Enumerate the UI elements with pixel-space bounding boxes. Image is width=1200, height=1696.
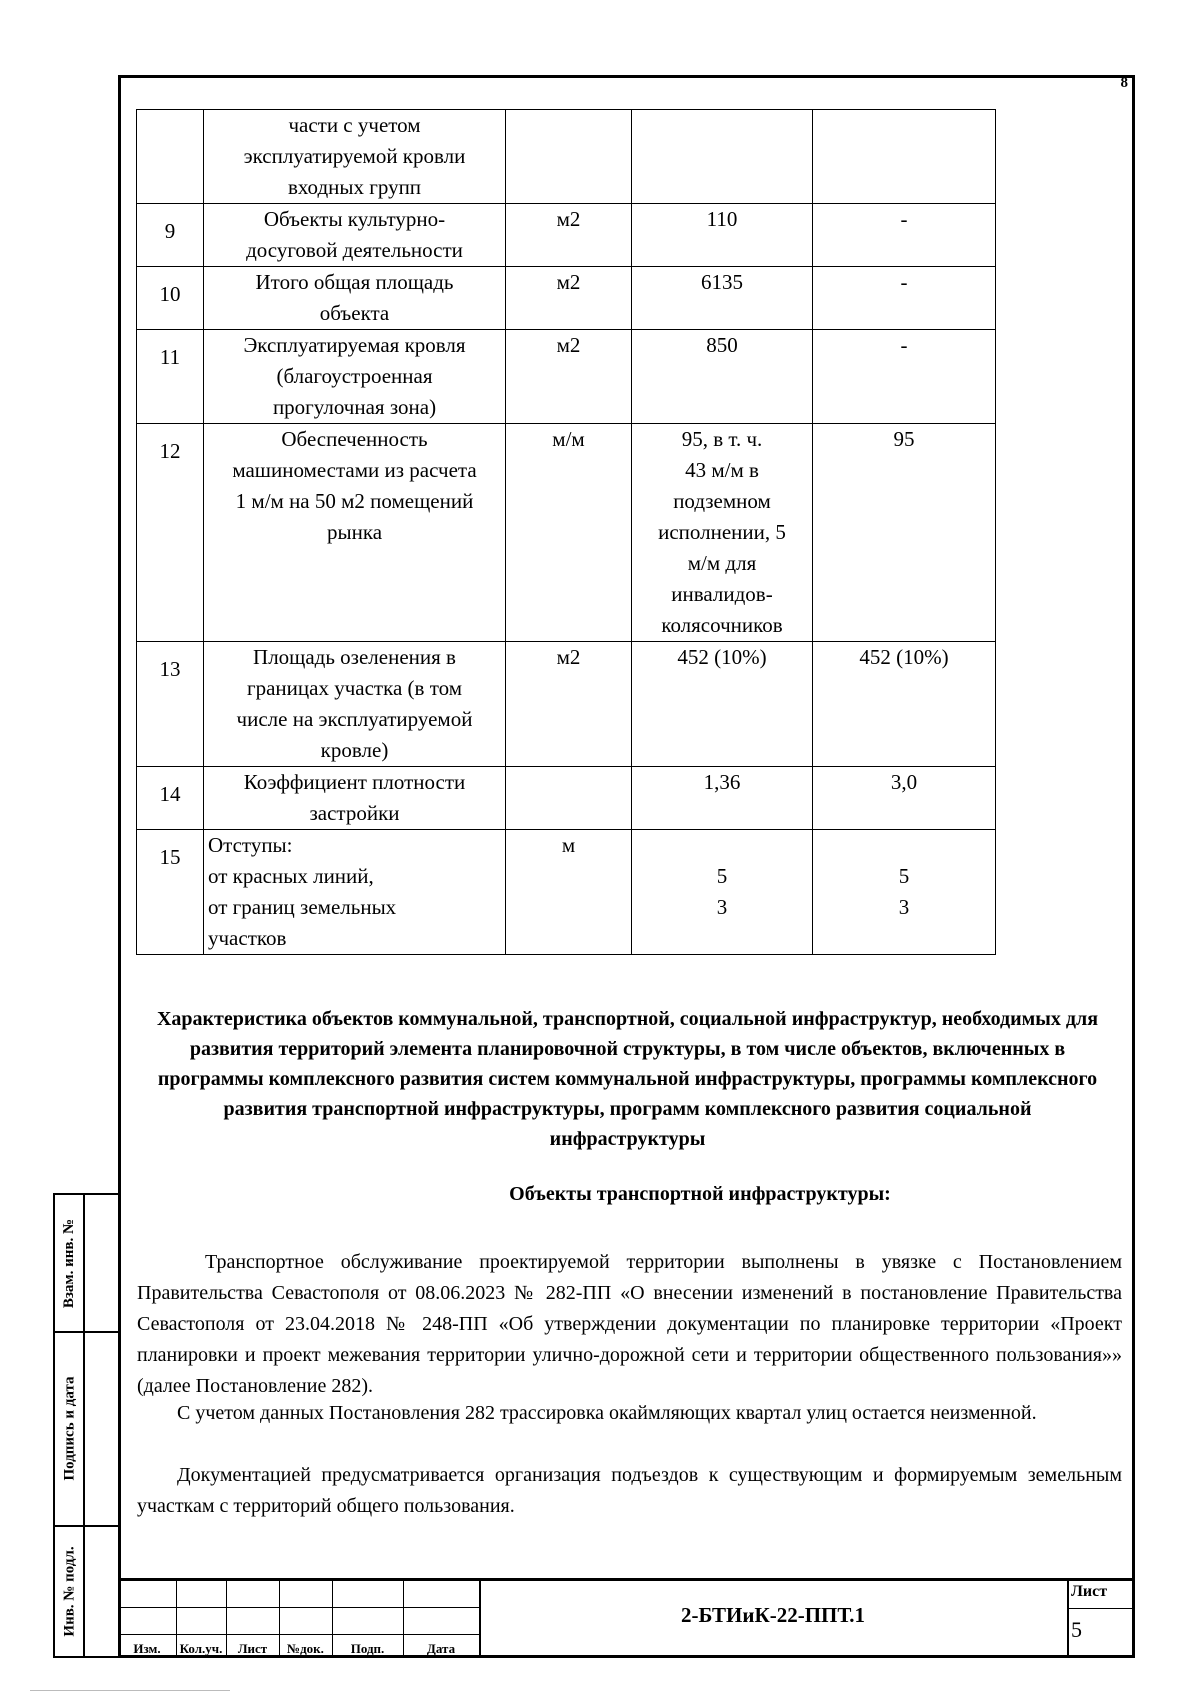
margin-stamp-strip	[53, 1193, 118, 1658]
norm-cell	[813, 204, 996, 267]
norm-cell-line: -	[900, 333, 908, 357]
norm-cell	[813, 267, 996, 330]
value-cell	[632, 642, 813, 767]
sub-heading: Объекты транспортной инфраструктуры:	[509, 1183, 891, 1205]
norm-cell-line: 3	[898, 895, 910, 919]
value-cell-line: 5	[716, 864, 728, 888]
indicator-name-line: рынка	[326, 520, 383, 544]
value-cell-line: 452 (10%)	[677, 645, 767, 669]
margin-label-signature-date: Подпись и дата	[61, 1375, 78, 1481]
indicator-name	[204, 330, 506, 424]
value-cell-line: 6135	[701, 270, 743, 294]
value-cell	[632, 110, 813, 204]
norm-cell	[813, 110, 996, 204]
paragraph: Транспортное обслуживание проектируемой территории выполнены в увязке с Постановлением Правительства Севастополя от 08.06.2023 № 282-ПП «О внесении изменений в постановление Правительства Севастополя от 23.04.2018 № 248-ПП «Об утверждении документации по планировке территории «Проект планировки и проект межевания территории улично-дорожной сети и территории общественного пользования»» (далее Постановление 282).	[137, 1251, 1122, 1397]
value-cell-line: 1,36	[703, 770, 741, 794]
indicator-name-line: от границ земельных	[208, 895, 397, 919]
table-row	[137, 642, 996, 767]
column-label-doc-no: №док.	[287, 1641, 324, 1656]
value-cell-line: 43 м/м в	[685, 458, 759, 482]
value-cell-line: 110	[706, 207, 738, 231]
indicator-name-line: части с учетом	[288, 113, 421, 137]
value-cell	[632, 767, 813, 830]
row-number: 11	[137, 330, 204, 424]
value-cell-line	[636, 830, 808, 861]
sheet-number: 5	[1071, 1617, 1082, 1642]
indicator-name-line: Обеспеченность	[281, 427, 428, 451]
column-label-change: Изм.	[133, 1641, 161, 1656]
value-cell-line: 95, в т. ч.	[681, 427, 763, 451]
unit-cell: м2	[506, 642, 632, 767]
row-number: 9	[137, 204, 204, 267]
column-label-count: Кол.уч.	[179, 1641, 223, 1656]
sheet-label: Лист	[1071, 1583, 1108, 1600]
indicator-name-line: Итого общая площадь	[255, 270, 454, 294]
table-row	[137, 830, 996, 955]
indicator-name	[204, 830, 506, 955]
value-cell-line: м/м для	[687, 551, 757, 575]
indicator-name-line: досуговой деятельности	[246, 238, 463, 262]
indicator-name-line: Объекты культурно-	[263, 207, 446, 231]
indicator-name-line: объекта	[319, 301, 390, 325]
title-block	[118, 1578, 1135, 1658]
section-heading: Характеристика объектов коммунальной, транспортной, социальной инфраструктур, необходимых для развития территорий элемента планировочной структуры, в том числе объектов, включенных в программы комплексного развития систем коммунальной инфраструктуры, программы комплексного развития транспортной инфраструктуры, программ комплексного развития социальной инфраструктуры	[156, 1008, 1099, 1150]
scan-edge-line	[30, 1690, 230, 1691]
norm-cell-line: 3,0	[890, 770, 918, 794]
value-cell	[632, 830, 813, 955]
indicator-name	[204, 267, 506, 330]
norm-cell-line: 452 (10%)	[859, 645, 949, 669]
row-number: 12	[137, 424, 204, 642]
indicator-name-line: машиноместами из расчета	[232, 458, 477, 482]
value-cell-line: подземном	[673, 489, 771, 513]
indicator-name-line: Площадь озеленения в	[253, 645, 456, 669]
table-row	[137, 767, 996, 830]
margin-label-original-inv: Инв. № подл.	[61, 1546, 78, 1637]
indicators-table	[136, 109, 996, 955]
page-number: 8	[1120, 75, 1128, 91]
indicator-name-line: Коэффициент плотности	[243, 770, 466, 794]
unit-cell: м2	[506, 330, 632, 424]
indicator-name-line: Эксплуатируемая кровля	[243, 333, 466, 357]
indicator-name-line: застройки	[309, 801, 400, 825]
norm-cell-line	[817, 830, 991, 861]
unit-cell: м2	[506, 204, 632, 267]
row-number: 14	[137, 767, 204, 830]
paragraph: С учетом данных Постановления 282 трассировка окаймляющих квартал улиц остается неизменной.	[177, 1402, 1037, 1424]
indicator-name-line: от красных линий,	[208, 864, 374, 888]
row-number: 10	[137, 267, 204, 330]
column-label-sheet: Лист	[237, 1641, 268, 1656]
paragraph: Документацией предусматривается организация подъездов к существующим и формируемым земельным участкам с территорий общего пользования.	[137, 1464, 1122, 1517]
indicator-name-line: эксплуатируемой кровли	[243, 144, 466, 168]
unit-cell: м	[506, 830, 632, 955]
table-row	[137, 330, 996, 424]
table-row	[137, 267, 996, 330]
norm-cell	[813, 330, 996, 424]
document-code: 2-БТИиК-22-ППТ.1	[680, 1603, 866, 1627]
value-cell	[632, 267, 813, 330]
table-row	[137, 110, 996, 204]
indicator-name-line: кровле)	[320, 738, 389, 762]
indicator-name-line: (благоустроенная	[276, 364, 433, 388]
value-cell-line: инвалидов-	[671, 582, 773, 606]
column-label-signature: Подп.	[350, 1641, 385, 1656]
table-row	[137, 424, 996, 642]
value-cell-line: колясочников	[661, 613, 783, 637]
norm-cell	[813, 424, 996, 642]
indicator-name-line: входных групп	[287, 175, 422, 199]
row-number: 15	[137, 830, 204, 955]
indicator-name	[204, 767, 506, 830]
indicator-name	[204, 110, 506, 204]
norm-cell-line: -	[900, 270, 908, 294]
norm-cell	[813, 767, 996, 830]
unit-cell	[506, 767, 632, 830]
indicator-name	[204, 424, 506, 642]
unit-cell: м/м	[506, 424, 632, 642]
unit-cell	[506, 110, 632, 204]
value-cell-line: 3	[716, 895, 728, 919]
value-cell-line: 850	[706, 333, 738, 357]
value-cell	[632, 424, 813, 642]
margin-label-replacement-inv: Взам. инв. №	[61, 1218, 78, 1308]
indicator-name-line: Отступы:	[208, 833, 293, 857]
indicator-name-line: участков	[208, 926, 287, 950]
value-cell	[632, 204, 813, 267]
value-cell	[632, 330, 813, 424]
unit-cell: м2	[506, 267, 632, 330]
norm-cell	[813, 642, 996, 767]
row-number	[137, 110, 204, 204]
indicator-name	[204, 204, 506, 267]
indicator-name-line: 1 м/м на 50 м2 помещений	[235, 489, 474, 513]
table-row	[137, 204, 996, 267]
norm-cell-line: 5	[898, 864, 910, 888]
indicator-name	[204, 642, 506, 767]
norm-cell-line: -	[900, 207, 908, 231]
column-label-date: Дата	[426, 1641, 456, 1656]
indicator-name-line: границах участка (в том	[246, 676, 462, 700]
margin-divider-vertical	[83, 1195, 85, 1656]
norm-cell-line: 95	[893, 427, 915, 451]
norm-cell	[813, 830, 996, 955]
value-cell-line: исполнении, 5	[658, 520, 786, 544]
indicator-name-line: прогулочная зона)	[272, 395, 437, 419]
row-number: 13	[137, 642, 204, 767]
indicator-name-line: числе на эксплуатируемой	[236, 707, 473, 731]
